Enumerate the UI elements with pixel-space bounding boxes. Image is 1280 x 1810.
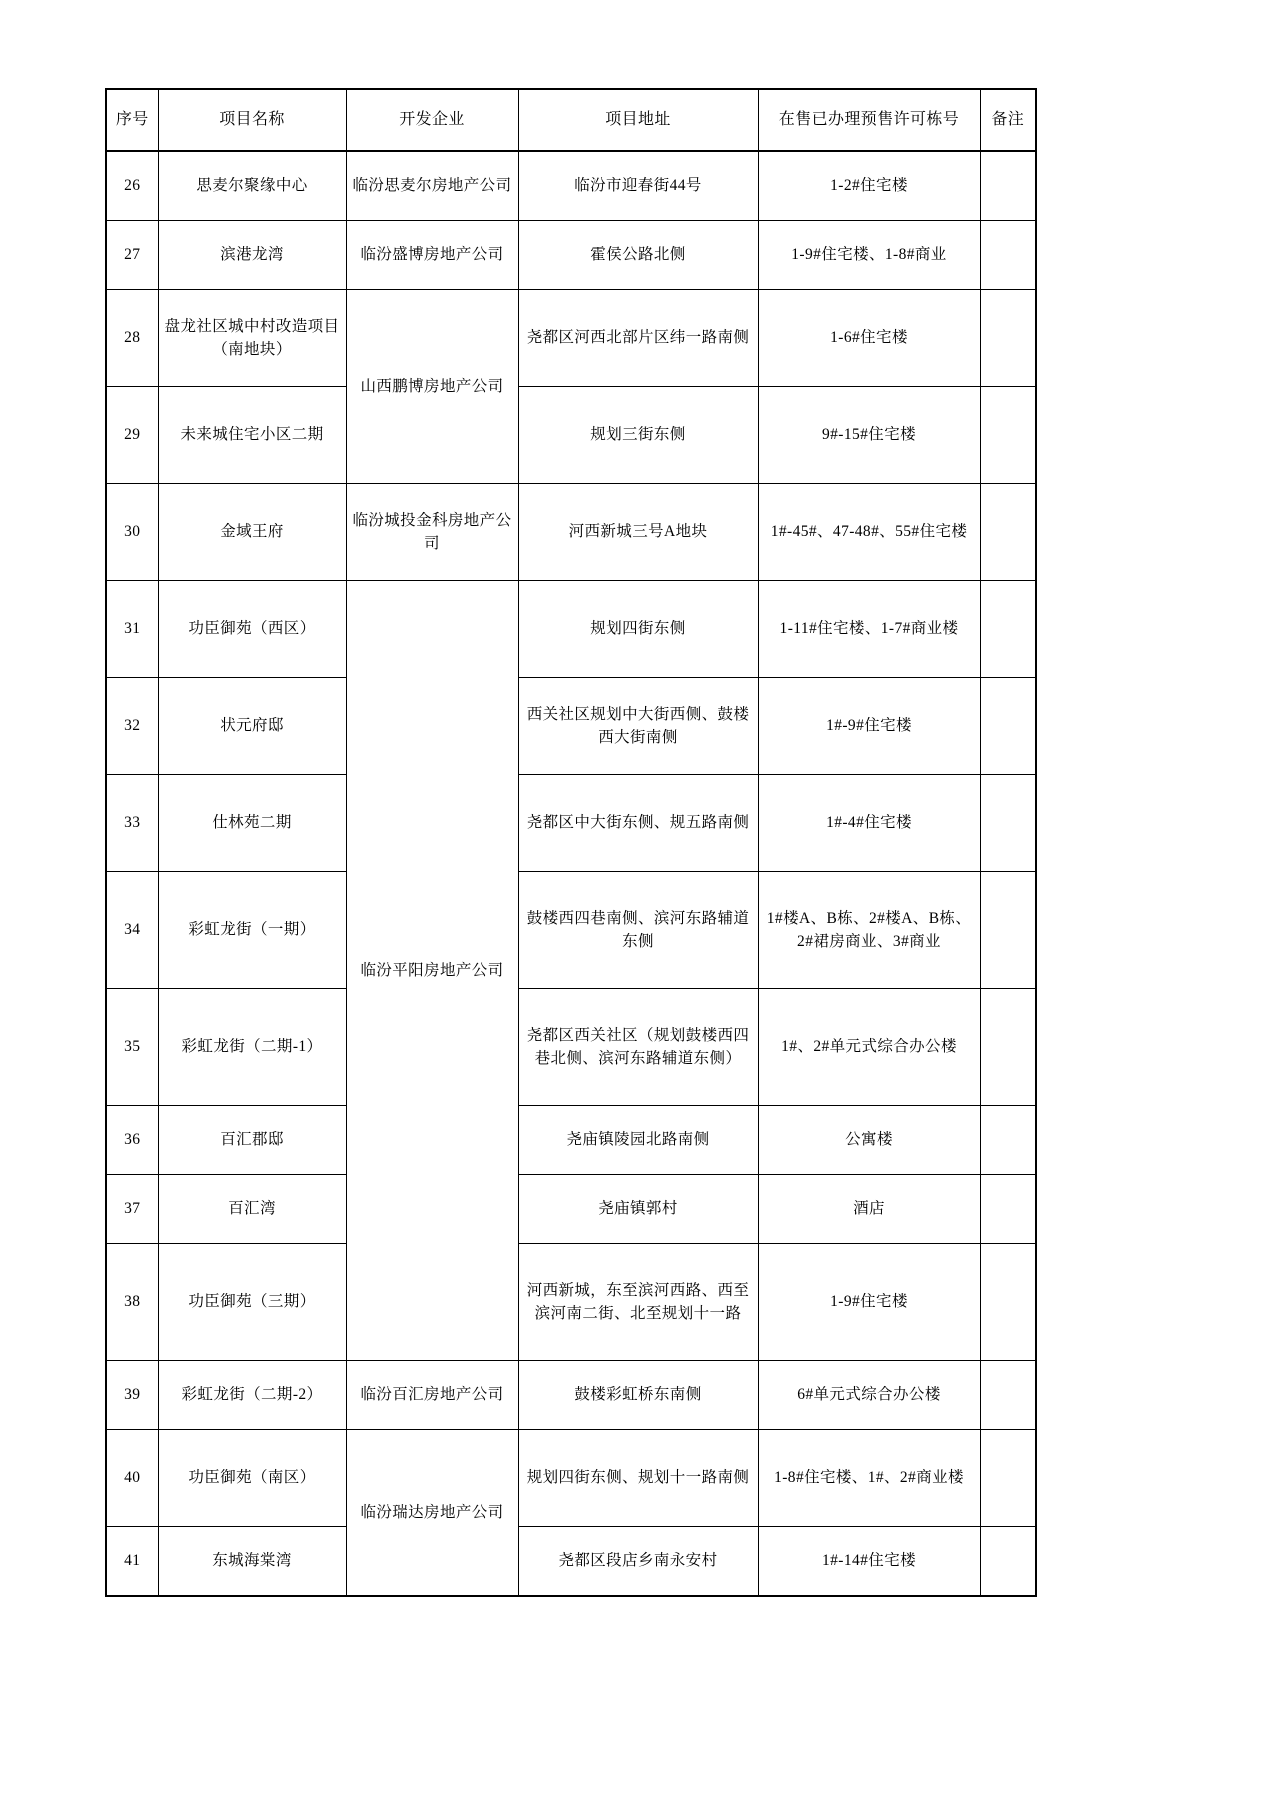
cell-name: 滨港龙湾 xyxy=(158,221,346,290)
cell-note xyxy=(980,1175,1036,1244)
table-row xyxy=(106,872,1036,989)
cell-dev: 临汾城投金科房地产公司 xyxy=(346,484,518,581)
column-header-permit: 在售已办理预售许可栋号 xyxy=(758,89,980,151)
cell-note xyxy=(980,484,1036,581)
cell-dev: 临汾瑞达房地产公司 xyxy=(346,1430,518,1597)
cell-note xyxy=(980,1361,1036,1430)
cell-note xyxy=(980,1527,1036,1597)
cell-addr: 规划四街东侧、规划十一路南侧 xyxy=(518,1430,758,1527)
cell-note xyxy=(980,678,1036,775)
cell-seq: 26 xyxy=(106,151,158,221)
cell-name: 功臣御苑（三期） xyxy=(158,1244,346,1361)
cell-seq: 38 xyxy=(106,1244,158,1361)
cell-name: 金域王府 xyxy=(158,484,346,581)
table-row xyxy=(106,989,1036,1106)
cell-permit: 酒店 xyxy=(758,1175,980,1244)
cell-permit: 1-8#住宅楼、1#、2#商业楼 xyxy=(758,1430,980,1527)
column-header-dev: 开发企业 xyxy=(346,89,518,151)
cell-permit: 公寓楼 xyxy=(758,1106,980,1175)
cell-seq: 40 xyxy=(106,1430,158,1527)
cell-addr: 霍侯公路北侧 xyxy=(518,221,758,290)
table-row xyxy=(106,1527,1036,1597)
table-body xyxy=(106,151,1036,1596)
table-row xyxy=(106,387,1036,484)
cell-note xyxy=(980,290,1036,387)
header-row xyxy=(106,89,1036,151)
cell-seq: 36 xyxy=(106,1106,158,1175)
cell-name: 功臣御苑（西区） xyxy=(158,581,346,678)
cell-seq: 34 xyxy=(106,872,158,989)
cell-addr: 临汾市迎春街44号 xyxy=(518,151,758,221)
cell-name: 百汇郡邸 xyxy=(158,1106,346,1175)
cell-addr: 河西新城，东至滨河西路、西至滨河南二街、北至规划十一路 xyxy=(518,1244,758,1361)
cell-permit: 1#楼A、B栋、2#楼A、B栋、2#裙房商业、3#商业 xyxy=(758,872,980,989)
cell-note xyxy=(980,1244,1036,1361)
table-row xyxy=(106,775,1036,872)
table-row xyxy=(106,151,1036,221)
cell-note xyxy=(980,1106,1036,1175)
table-row xyxy=(106,581,1036,678)
cell-note xyxy=(980,581,1036,678)
cell-addr: 鼓楼西四巷南侧、滨河东路辅道东侧 xyxy=(518,872,758,989)
cell-addr: 尧都区西关社区（规划鼓楼西四巷北侧、滨河东路辅道东侧） xyxy=(518,989,758,1106)
cell-note xyxy=(980,151,1036,221)
cell-name: 彩虹龙街（二期-1） xyxy=(158,989,346,1106)
cell-note xyxy=(980,221,1036,290)
cell-note xyxy=(980,872,1036,989)
column-header-name: 项目名称 xyxy=(158,89,346,151)
cell-name: 状元府邸 xyxy=(158,678,346,775)
cell-seq: 41 xyxy=(106,1527,158,1597)
cell-permit: 1-11#住宅楼、1-7#商业楼 xyxy=(758,581,980,678)
cell-permit: 1-2#住宅楼 xyxy=(758,151,980,221)
cell-addr: 尧庙镇陵园北路南侧 xyxy=(518,1106,758,1175)
table-header xyxy=(106,89,1036,151)
cell-seq: 39 xyxy=(106,1361,158,1430)
column-header-addr: 项目地址 xyxy=(518,89,758,151)
cell-permit: 1#-9#住宅楼 xyxy=(758,678,980,775)
cell-note xyxy=(980,989,1036,1106)
cell-dev: 临汾盛博房地产公司 xyxy=(346,221,518,290)
table-row xyxy=(106,1175,1036,1244)
cell-permit: 9#-15#住宅楼 xyxy=(758,387,980,484)
cell-permit: 1#、2#单元式综合办公楼 xyxy=(758,989,980,1106)
cell-addr: 规划三街东侧 xyxy=(518,387,758,484)
cell-permit: 1#-4#住宅楼 xyxy=(758,775,980,872)
cell-note xyxy=(980,1430,1036,1527)
table-row xyxy=(106,1106,1036,1175)
cell-permit: 1-6#住宅楼 xyxy=(758,290,980,387)
cell-name: 盘龙社区城中村改造项目（南地块） xyxy=(158,290,346,387)
table-row xyxy=(106,1361,1036,1430)
cell-addr: 尧都区中大街东侧、规五路南侧 xyxy=(518,775,758,872)
cell-seq: 35 xyxy=(106,989,158,1106)
cell-seq: 32 xyxy=(106,678,158,775)
table-row xyxy=(106,1430,1036,1527)
cell-addr: 西关社区规划中大街西侧、鼓楼西大街南侧 xyxy=(518,678,758,775)
cell-name: 未来城住宅小区二期 xyxy=(158,387,346,484)
cell-addr: 鼓楼彩虹桥东南侧 xyxy=(518,1361,758,1430)
cell-seq: 33 xyxy=(106,775,158,872)
column-header-note: 备注 xyxy=(980,89,1036,151)
cell-seq: 31 xyxy=(106,581,158,678)
cell-seq: 28 xyxy=(106,290,158,387)
cell-name: 东城海棠湾 xyxy=(158,1527,346,1597)
cell-addr: 尧都区河西北部片区纬一路南侧 xyxy=(518,290,758,387)
cell-permit: 1#-45#、47-48#、55#住宅楼 xyxy=(758,484,980,581)
cell-permit: 1-9#住宅楼 xyxy=(758,1244,980,1361)
cell-seq: 27 xyxy=(106,221,158,290)
cell-dev: 临汾百汇房地产公司 xyxy=(346,1361,518,1430)
table-row xyxy=(106,221,1036,290)
column-header-seq: 序号 xyxy=(106,89,158,151)
cell-dev: 临汾思麦尔房地产公司 xyxy=(346,151,518,221)
table-row xyxy=(106,678,1036,775)
cell-seq: 37 xyxy=(106,1175,158,1244)
cell-name: 彩虹龙街（一期） xyxy=(158,872,346,989)
cell-name: 思麦尔聚缘中心 xyxy=(158,151,346,221)
cell-name: 百汇湾 xyxy=(158,1175,346,1244)
cell-permit: 1-9#住宅楼、1-8#商业 xyxy=(758,221,980,290)
cell-addr: 尧都区段店乡南永安村 xyxy=(518,1527,758,1597)
table-row xyxy=(106,1244,1036,1361)
cell-permit: 1#-14#住宅楼 xyxy=(758,1527,980,1597)
table-row xyxy=(106,290,1036,387)
cell-name: 仕林苑二期 xyxy=(158,775,346,872)
cell-seq: 29 xyxy=(106,387,158,484)
cell-note xyxy=(980,387,1036,484)
cell-addr: 尧庙镇郭村 xyxy=(518,1175,758,1244)
cell-addr: 规划四街东侧 xyxy=(518,581,758,678)
cell-name: 彩虹龙街（二期-2） xyxy=(158,1361,346,1430)
cell-name: 功臣御苑（南区） xyxy=(158,1430,346,1527)
table-row xyxy=(106,484,1036,581)
cell-permit: 6#单元式综合办公楼 xyxy=(758,1361,980,1430)
presale-projects-table xyxy=(105,88,1037,1597)
cell-seq: 30 xyxy=(106,484,158,581)
cell-dev: 山西鹏博房地产公司 xyxy=(346,290,518,484)
cell-note xyxy=(980,775,1036,872)
cell-dev: 临汾平阳房地产公司 xyxy=(346,581,518,1361)
cell-addr: 河西新城三号A地块 xyxy=(518,484,758,581)
